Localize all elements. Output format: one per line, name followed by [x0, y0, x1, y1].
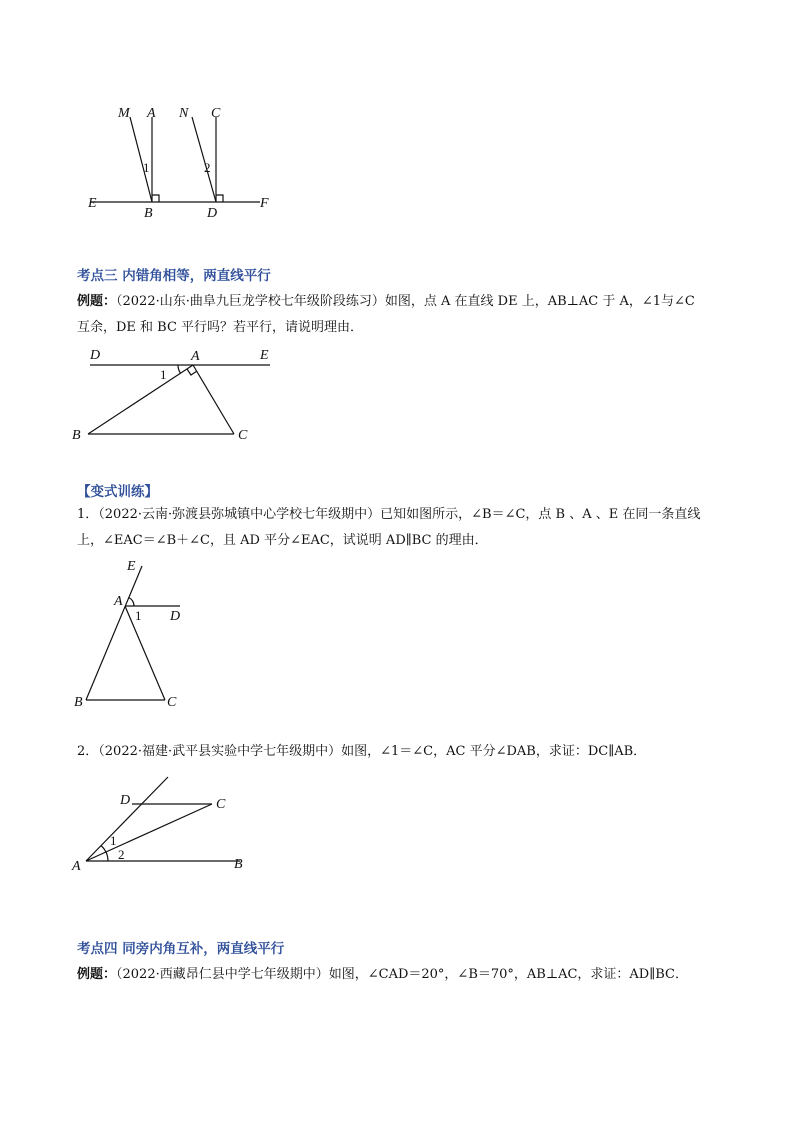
example-3-line-2: 互余，DE 和 BC 平行吗？若平行，请说明理由．: [77, 320, 364, 335]
angle-label-1: 1: [160, 367, 167, 382]
label-m: M: [118, 106, 130, 121]
section-4-example: [77, 962, 727, 988]
angle-label-2: 2: [204, 160, 211, 175]
label-c: C: [238, 428, 248, 443]
question-1-line-2: 上，∠EAC＝∠B＋∠C，且 AD 平分∠EAC，试说明 AD∥BC 的理由．: [77, 533, 488, 548]
right-angle-mark-d: [216, 195, 223, 202]
section-3-heading: 考点三 内错角相等，两直线平行: [77, 268, 271, 284]
label-b: B: [234, 857, 243, 872]
section-4-heading: 考点四 同旁内角互补，两直线平行: [77, 941, 285, 957]
angle-label-1: 1: [110, 833, 117, 848]
figure-angle-bisector: [70, 775, 260, 880]
label-n: N: [179, 106, 189, 121]
label-b: B: [144, 206, 153, 221]
label-e: E: [260, 348, 269, 363]
training-heading: 【变式训练】: [77, 484, 158, 500]
label-a: A: [191, 349, 200, 364]
example-4-line-1: [77, 962, 727, 988]
figure-2-svg: [70, 343, 290, 448]
label-d: D: [170, 609, 181, 624]
right-angle-mark-b: [152, 195, 159, 202]
label-f: F: [260, 196, 269, 211]
example-label: 例题：: [77, 967, 117, 982]
label-c: C: [216, 797, 226, 812]
angle-arc-1: [178, 365, 181, 373]
label-b: B: [74, 695, 83, 710]
line-ac: [193, 365, 234, 434]
angle-label-2: 2: [118, 847, 125, 862]
figure-3-svg: [70, 558, 200, 713]
label-c: C: [211, 106, 221, 121]
example-label: 例题：: [77, 294, 117, 309]
label-a: A: [147, 106, 156, 121]
question-2: [77, 739, 727, 765]
angle-arc-1: [101, 846, 106, 853]
figure-4-svg: [70, 775, 260, 880]
question-1-line-1: 1．（2022·云南·弥渡县弥城镇中心学校七年级期中）已知如图所示，∠B＝∠C，点 B 、A 、E 在同一条直线: [77, 507, 701, 522]
label-d: D: [90, 348, 101, 363]
question-1: [77, 502, 727, 554]
figure-perpendicular-lines: [80, 95, 280, 225]
label-d: D: [207, 206, 218, 221]
line-ad: [86, 777, 168, 861]
section-3-example: [77, 289, 727, 341]
label-e: E: [88, 196, 97, 211]
label-e: E: [127, 559, 136, 574]
angle-arc-2: [106, 852, 108, 861]
angle-label-1: 1: [143, 160, 150, 175]
line-be: [86, 566, 142, 700]
example-4-text-1: （2022·西藏昂仁县中学七年级期中）如图，∠CAD＝20°，∠B＝70°，AB⊥AC，求证：AD∥BC．: [116, 967, 688, 982]
example-3-text-1: （2022·山东·曲阜九巨龙学校七年级阶段练习）如图，点 A 在直线 DE 上，AB⊥AC 于 A，∠1与∠C: [116, 294, 695, 309]
question-2-line-1: 2．（2022·福建·武平县实验中学七年级期中）如图，∠1＝∠C，AC 平分∠DAB，求证：DC∥AB．: [77, 744, 647, 759]
example-3-line-1: [77, 289, 727, 315]
label-a: A: [72, 859, 81, 874]
figure-1-svg: [80, 95, 280, 225]
label-d: D: [120, 793, 131, 808]
label-b: B: [72, 428, 81, 443]
figure-triangle-de: [70, 343, 290, 448]
figure-isosceles-triangle: [70, 558, 200, 713]
label-a: A: [114, 594, 123, 609]
line-ac: [125, 606, 165, 700]
line-ab: [88, 365, 193, 434]
angle-label-1: 1: [135, 608, 142, 623]
angle-arc-ead: [129, 598, 135, 607]
label-c: C: [167, 695, 177, 710]
line-ac: [86, 804, 212, 861]
